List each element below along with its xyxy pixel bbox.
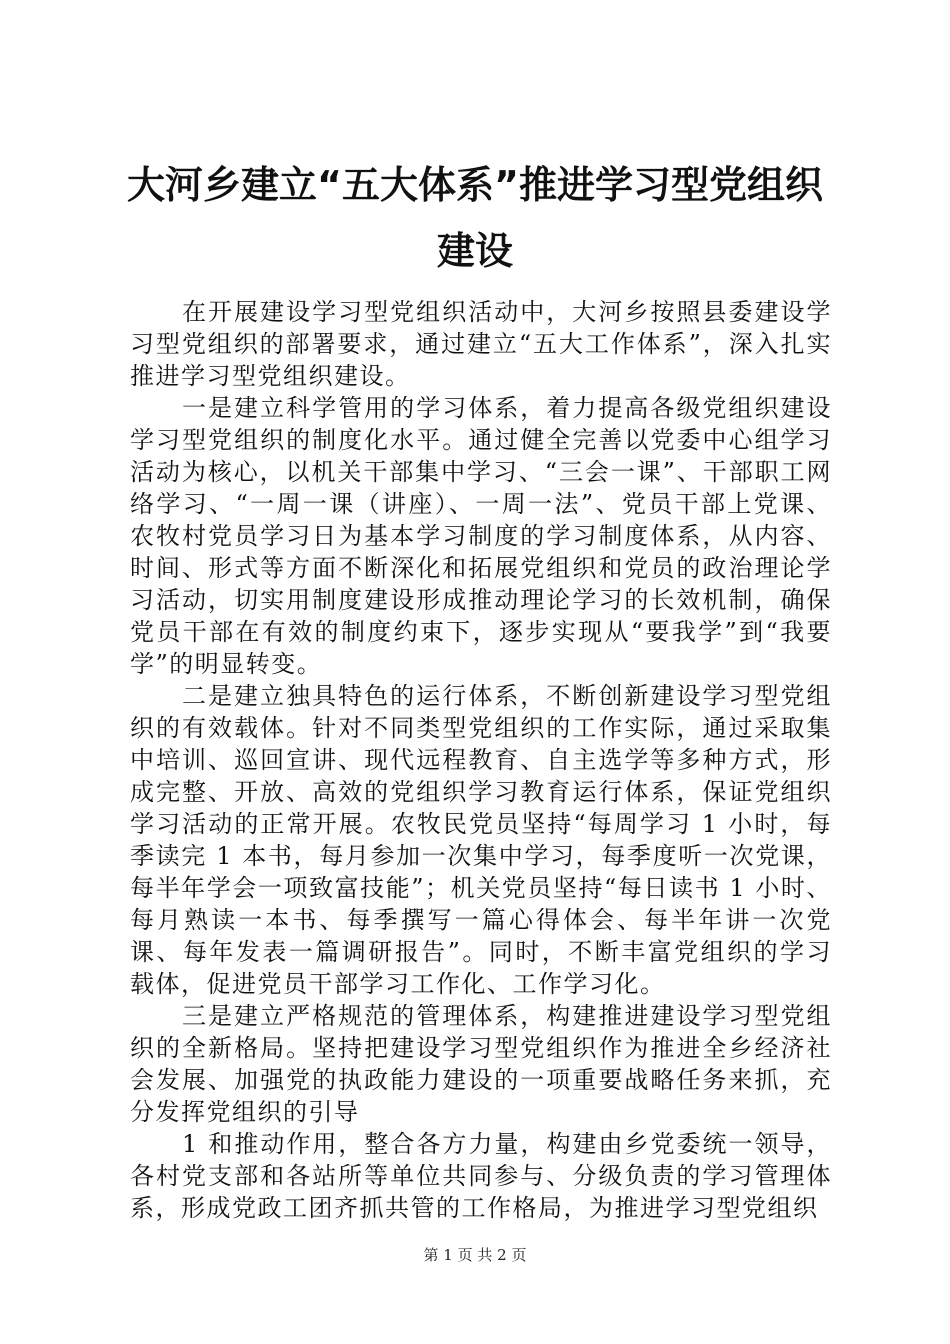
page-number-footer: 第 1 页 共 2 页 [423,1246,527,1264]
document-body [130,296,832,1224]
document-title: 大河乡建立“五大体系”推进学习型党组织建设 [127,163,823,273]
paragraph-management-system: 三是建立严格规范的管理体系，构建推进建设学习型党组织的全新格局。坚持把建设学习型党组织作为推进全乡经济社会发展、加强党的执政能力建设的一项重要战略任务来抓，充分发挥党组织的引导 [130,1002,832,1126]
paragraph-study-system: 一是建立科学管用的学习体系，着力提高各级党组织建设学习型党组织的制度化水平。通过健全完善以党委中心组学习活动为核心，以机关干部集中学习、“三会一课”、干部职工网络学习、“一周一课（讲座）、一周一法”、党员干部上党课、农牧村党员学习日为基本学习制度的学习制度体系，从内容、时间、形式等方面不断深化和拓展党组织和党员的政治理论学习活动，切实用制度建设形成推动理论学习的长效机制，确保党员干部在有效的制度约束下，逐步实现从“要我学”到“我要学”的明显转变。 [130,394,832,678]
paragraph-intro: 在开展建设学习型党组织活动中，大河乡按照县委建设学习型党组织的部署要求，通过建立“五大工作体系”，深入扎实推进学习型党组织建设。 [130,298,832,390]
paragraph-operation-system: 二是建立独具特色的运行体系，不断创新建设学习型党组织的有效载体。针对不同类型党组织的工作实际，通过采取集中培训、巡回宣讲、现代远程教育、自主选学等多种方式，形成完整、开放、高效的党组织学习教育运行体系，保证党组织学习活动的正常开展。农牧民党员坚持“每周学习 1 小时，每季读完 1 本书，每月参加一次集中学习，每季度听一次党课，每半年学会一项致富技能”；机关党员坚持“每日读书 1 小时、每月熟读一本书、每季撰写一篇心得体会、每半年讲一次党课、每年发表一篇调研报告”。同时，不断丰富党组织的学习载体，促进党员干部学习工作化、工作学习化。 [130,682,832,998]
paragraph-management-system-continued: 1 和推动作用，整合各方力量，构建由乡党委统一领导，各村党支部和各站所等单位共同参与、分级负责的学习管理体系，形成党政工团齐抓共管的工作格局，为推进学习型党组织 [130,1130,832,1222]
